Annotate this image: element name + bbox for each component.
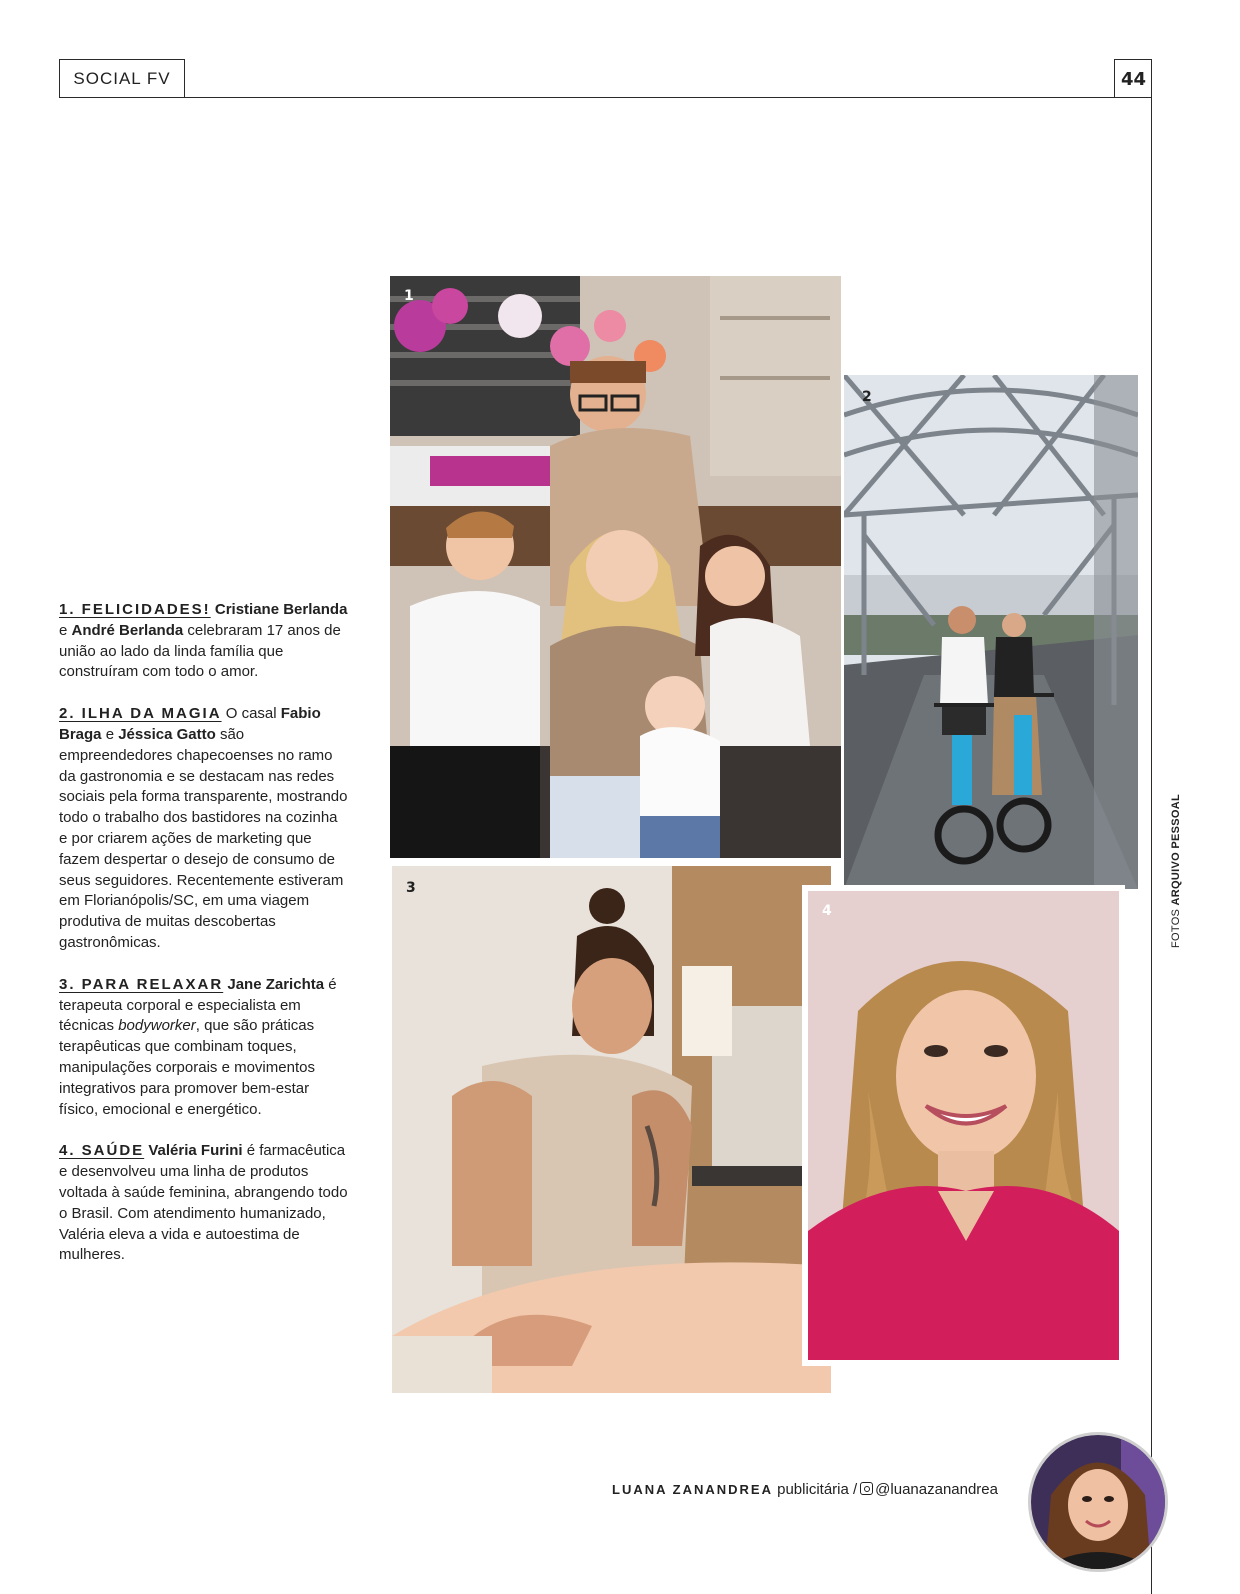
caption-text: , que são práticas terapêuticas que combinam toques, manipulações corporais e movimentos integrativos para promover bem-estar físico, emocional e energético. (59, 1017, 315, 1118)
photo-massage (392, 866, 831, 1393)
photo-3-label: 3 (406, 880, 416, 896)
person-name: Jane Zarichta (227, 975, 325, 993)
person-name: Valéria Furini (148, 1142, 243, 1160)
caption-text: bodyworker (118, 1017, 196, 1035)
author-avatar (1028, 1432, 1168, 1572)
person-name: Jéssica Gatto (118, 725, 216, 743)
photo-1-label: 1 (404, 288, 414, 304)
caption-kicker: 2. ILHA DA MAGIA (59, 705, 222, 723)
captions-column (59, 600, 349, 1287)
credit-name: ARQUIVO PESSOAL (1170, 793, 1182, 906)
photo-2-label: 2 (862, 389, 872, 405)
photo-4-label: 4 (822, 903, 832, 919)
photo-bridge-bikes (844, 375, 1138, 889)
person-name: Fabio Braga (59, 705, 321, 743)
author-byline (612, 1481, 998, 1498)
person-name: Cristiane Berlanda (214, 601, 348, 618)
caption-text: celebraram 17 anos de união ao lado da linda família que construíram com todo o amor. (59, 621, 341, 681)
page-right-rule (1151, 59, 1152, 1594)
caption-text: são empreendedores chapecoenses no ramo da gastronomia e se destacam nas redes sociais pela forma transparente, mostrando todo o trabalho dos bastidores na cozinha e por criarem ações de marketing que fazem despertar o desejo de consumo de seus seguidores. Recentemente estiveram em Florianópolis/SC, em uma viagem produtiva de muitas descobertas gastronômicas. (59, 725, 348, 951)
caption-4 (59, 1141, 349, 1266)
caption-text: O casal (221, 705, 281, 723)
caption-kicker: 1. FELICIDADES! (59, 601, 211, 618)
author-handle[interactable]: @luanazanandrea (875, 1481, 998, 1498)
page-number: 44 (1114, 59, 1152, 98)
caption-text: e (59, 621, 72, 639)
header-rule (59, 97, 1152, 98)
section-title: SOCIAL FV (59, 59, 185, 98)
photo-portrait (802, 885, 1125, 1366)
author-role: publicitária / (777, 1481, 858, 1498)
photo-family (390, 276, 841, 858)
caption-text: é farmacêutica e desenvolveu uma linha de produtos voltada à saúde feminina, abrangendo todo o Brasil. Com atendimento humanizado, Valéria eleva a vida e autoestima de mulheres. (59, 1142, 348, 1264)
caption-3 (59, 975, 349, 1121)
author-name: LUANA ZANANDREA (612, 1482, 773, 1497)
caption-1 (59, 600, 349, 683)
caption-kicker: 3. PARA RELAXAR (59, 975, 224, 993)
caption-2 (59, 704, 349, 954)
caption-text: é terapeuta corporal e especialista em técnicas (59, 975, 337, 1035)
caption-text: e (101, 725, 119, 743)
credit-prefix: FOTOS (1170, 908, 1182, 948)
person-name: André Berlanda (71, 621, 184, 639)
caption-kicker: 4. SAÚDE (59, 1142, 145, 1160)
instagram-icon (860, 1482, 873, 1495)
photo-credit (1170, 794, 1182, 948)
